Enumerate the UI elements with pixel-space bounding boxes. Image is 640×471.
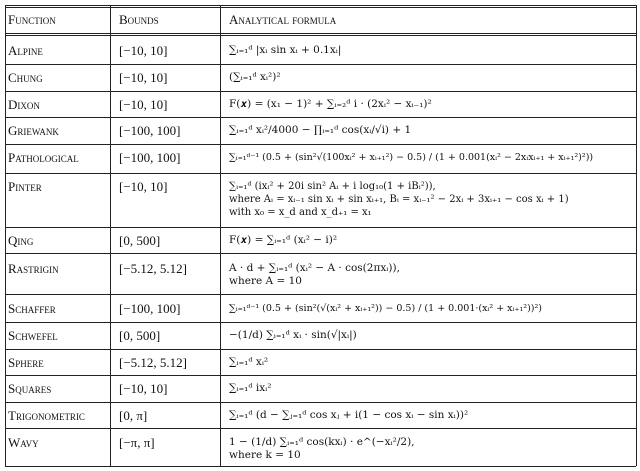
formula [229,44,637,62]
function-name: Schwefel [8,328,58,343]
formula [229,262,637,292]
table-row [0,302,640,322]
table-row [0,409,640,427]
row-rule [5,227,636,228]
formula-line: ∑ᵢ₌₁ᵈ xᵢ² [229,356,269,368]
row-rule [5,173,636,174]
header-function: Function [8,12,56,27]
row-rule [5,294,636,295]
function-name: Wavy [8,435,39,450]
table-row [0,234,640,252]
bounds-value: [−10, 10] [119,179,168,194]
formula-line: where Aᵢ = xᵢ₋₁ sin xᵢ + sin xᵢ₊₁, Bᵢ = xᵢ₋₁² − 2xᵢ + 3xᵢ₊₁ − cos xᵢ + 1) [229,194,569,205]
header-rule-double [5,35,636,36]
bounds-value: [−π, π] [119,435,155,450]
function-name: Pinter [8,179,42,194]
function-name: Sphere [8,355,44,370]
row-rule [5,402,636,403]
formula [229,329,637,347]
function-name: Trigonometric [8,408,85,423]
bounds-value: [0, 500] [119,233,161,248]
table-row [0,124,640,142]
row-rule [5,253,636,254]
table-row [0,356,640,374]
row-rule [5,64,636,65]
bounds-value: [−10, 10] [119,381,168,396]
function-name: Rastrigin [8,261,59,276]
function-name: Qing [8,233,34,248]
formula-line: ∑ᵢ₌₁ᵈ ixᵢ² [229,382,272,394]
function-name: Pathological [8,150,79,165]
formula-line: ∑ᵢ₌₁ᵈ (ixᵢ² + 20i sin² Aᵢ + i log₁₀(1 + iBᵢ²)), [229,181,436,192]
formula-line: where k = 10 [229,449,301,461]
table-top-rule [5,5,636,6]
table-top-rule-double [5,7,636,8]
formula [229,180,637,225]
formula-line: with x₀ = x_d and x_d₊₁ = x₁ [229,207,372,218]
formula-line: −(1/d) ∑ᵢ₌₁ᵈ xᵢ · sin(√|xᵢ|) [229,329,357,341]
table-row [0,71,640,89]
bounds-value: [−100, 100] [119,123,181,138]
table-row [0,262,640,292]
function-name: Alpine [8,43,43,58]
function-name: Chung [8,70,43,85]
bounds-value: [−100, 100] [119,150,181,165]
table-row [0,436,640,464]
table-row [0,98,640,116]
formula [229,98,637,116]
formula-line: 1 − (1/d) ∑ᵢ₌₁ᵈ cos(kxᵢ) · e^(−xᵢ²/2), [229,436,415,448]
row-rule [5,428,636,429]
table-header-row [0,13,640,31]
table-row [0,44,640,62]
table-bottom-rule [5,466,636,467]
formula-line: F(𝒙) = ∑ᵢ₌₁ᵈ (xᵢ² − i)² [229,234,338,246]
bounds-value: [0, π] [119,408,148,423]
formula-line: F(𝒙) = (x₁ − 1)² + ∑ᵢ₌₂ᵈ i · (2xᵢ² − xᵢ₋₁)² [229,98,432,110]
header-bounds: Bounds [119,12,159,27]
formula-line: where A = 10 [229,275,302,287]
formula [229,124,637,142]
table-row [0,329,640,347]
formula-line: ∑ᵢ₌₁ᵈ⁻¹ (0.5 + (sin²√(100xᵢ² + xᵢ₊₁²) − 0.5) / (1 + 0.001(xᵢ² − 2xᵢxᵢ₊₁ + xᵢ₊₁²)²)) [229,152,594,163]
row-rule [5,144,636,145]
formula [229,382,637,400]
formula-line: ∑ᵢ₌₁ᵈ⁻¹ (0.5 + (sin²(√(xᵢ² + xᵢ₊₁²)) − 0.5) / (1 + 0.001·(xᵢ² + xᵢ₊₁²))²) [229,303,543,314]
formula-line: A · d + ∑ᵢ₌₁ᵈ (xᵢ² − A · cos(2πxᵢ)), [229,262,400,274]
formula [229,151,637,171]
row-rule [5,91,636,92]
bounds-value: [−5.12, 5.12] [119,261,187,276]
formula-line: (∑ᵢ₌₁ᵈ xᵢ²)² [229,71,281,83]
formula [229,302,637,322]
table-row [0,151,640,171]
formula-line: ∑ᵢ₌₁ᵈ xᵢ²/4000 − ∏ᵢ₌₁ᵈ cos(xᵢ/√i) + 1 [229,124,412,136]
bounds-value: [0, 500] [119,328,161,343]
bounds-value: [−10, 10] [119,97,168,112]
function-name: Griewank [8,123,59,138]
function-name: Squares [8,381,52,396]
formula [229,71,637,89]
function-name: Dixon [8,97,40,112]
table-row [0,382,640,400]
row-rule [5,349,636,350]
row-rule [5,322,636,323]
bounds-value: [−5.12, 5.12] [119,355,187,370]
header-rule [5,33,636,34]
row-rule [5,117,636,118]
function-name: Schaffer [8,301,56,316]
formula [229,436,637,464]
formula [229,409,637,427]
row-rule [5,375,636,376]
formula [229,234,637,252]
formula-line: ∑ᵢ₌₁ᵈ (d − ∑ⱼ₌₁ᵈ cos xⱼ + i(1 − cos xᵢ − sin xᵢ))² [229,409,469,421]
formula-line: ∑ᵢ₌₁ᵈ |xᵢ sin xᵢ + 0.1xᵢ| [229,44,342,56]
bounds-value: [−100, 100] [119,301,181,316]
header-formula: Analytical formula [229,12,337,27]
bounds-value: [−10, 10] [119,70,168,85]
formula [229,356,637,374]
table-row [0,180,640,225]
bounds-value: [−10, 10] [119,43,168,58]
